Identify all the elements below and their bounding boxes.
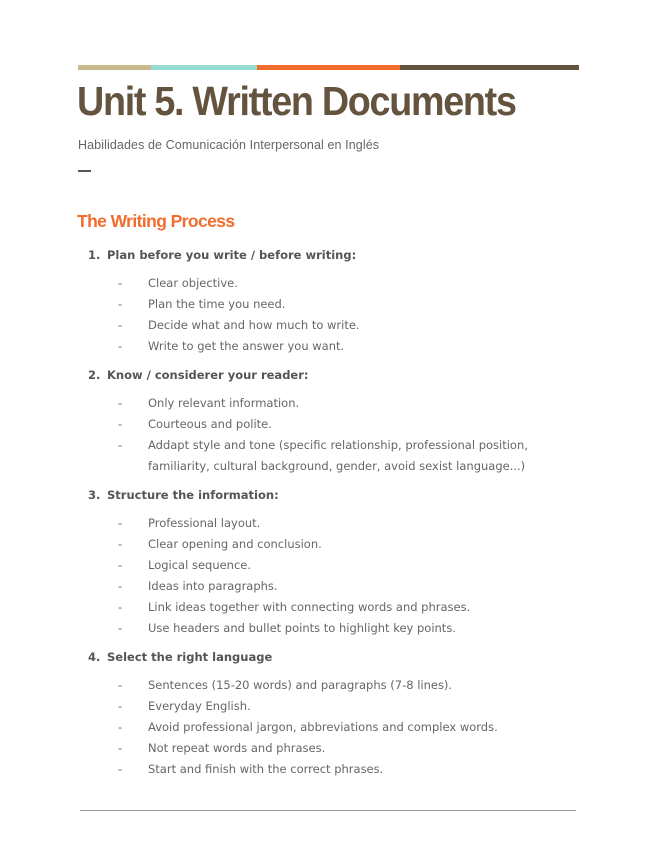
list-item	[88, 597, 578, 618]
list-item-text: Avoid professional jargon, abbreviations and complex words.	[148, 720, 498, 734]
section-title	[88, 366, 578, 384]
section-title-text: Plan before you write / before writing:	[107, 248, 357, 262]
bullet-dash: -	[118, 699, 123, 713]
list-item	[88, 738, 578, 759]
bullet-list	[88, 273, 578, 357]
bullet-dash: -	[118, 678, 123, 692]
section-1	[88, 246, 578, 357]
list-item-text: Addapt style and tone (specific relationship, professional position, familiarity, cultural background, gender, avoid sexist language...)	[148, 438, 528, 473]
section-number: 4.	[88, 650, 101, 664]
list-item	[88, 696, 578, 717]
section-title	[88, 648, 578, 666]
list-item-text: Sentences (15-20 words) and paragraphs (7-8 lines).	[148, 678, 453, 692]
list-item	[88, 534, 578, 555]
section-title-text: Structure the information:	[107, 488, 279, 502]
bullet-dash: -	[118, 438, 123, 452]
list-item-text: Clear objective.	[148, 276, 238, 290]
list-item	[88, 336, 578, 357]
section-title	[88, 246, 578, 264]
bullet-dash: -	[118, 600, 123, 614]
section-number: 3.	[88, 488, 101, 502]
bullet-dash: -	[118, 558, 123, 572]
decorative-color-stripe	[78, 65, 579, 70]
bullet-list	[88, 393, 578, 477]
stripe-segment-orange	[257, 65, 400, 70]
writing-process-sections	[88, 246, 578, 789]
list-item	[88, 393, 578, 414]
list-item-text: Decide what and how much to write.	[148, 318, 360, 332]
list-item	[88, 315, 578, 336]
section-number: 2.	[88, 368, 101, 382]
list-item-text: Write to get the answer you want.	[148, 339, 345, 353]
section-title	[88, 486, 578, 504]
section-title-text: Know / considerer your reader:	[107, 368, 309, 382]
list-item-text: Not repeat words and phrases.	[148, 741, 326, 755]
list-item	[88, 273, 578, 294]
list-item-text: Start and finish with the correct phrases.	[148, 762, 384, 776]
footer-divider	[80, 810, 576, 811]
list-item-text: Ideas into paragraphs.	[148, 579, 278, 593]
bullet-dash: -	[118, 720, 123, 734]
bullet-dash: -	[118, 621, 123, 635]
bullet-dash: -	[118, 579, 123, 593]
list-item	[88, 717, 578, 738]
list-item	[88, 618, 578, 639]
list-item-text: Plan the time you need.	[148, 297, 286, 311]
bullet-dash: -	[118, 318, 123, 332]
document-subtitle: Habilidades de Comunicación Interpersonal en Inglés	[78, 138, 380, 152]
list-item	[88, 513, 578, 534]
bullet-dash: -	[118, 276, 123, 290]
list-item-text: Link ideas together with connecting words and phrases.	[148, 600, 471, 614]
stripe-segment-brown	[400, 65, 579, 70]
bullet-dash: -	[118, 537, 123, 551]
list-item-text: Logical sequence.	[148, 558, 252, 572]
subtitle-divider	[78, 170, 91, 172]
bullet-dash: -	[118, 297, 123, 311]
bullet-dash: -	[118, 516, 123, 530]
list-item-text: Use headers and bullet points to highlight key points.	[148, 621, 456, 635]
list-item	[88, 414, 578, 435]
list-item-text: Everyday English.	[148, 699, 251, 713]
bullet-dash: -	[118, 741, 123, 755]
list-item-text: Professional layout.	[148, 516, 261, 530]
list-item-text: Only relevant information.	[148, 396, 300, 410]
bullet-list	[88, 513, 578, 639]
bullet-dash: -	[118, 762, 123, 776]
list-item-text: Clear opening and conclusion.	[148, 537, 322, 551]
list-item	[88, 435, 578, 477]
list-item	[88, 294, 578, 315]
stripe-segment-teal	[151, 65, 257, 70]
section-3	[88, 486, 578, 639]
section-heading: The Writing Process	[77, 211, 235, 231]
stripe-segment-tan	[78, 65, 151, 70]
section-number: 1.	[88, 248, 101, 262]
list-item-text: Courteous and polite.	[148, 417, 272, 431]
document-title: Unit 5. Written Documents	[77, 78, 516, 124]
list-item	[88, 555, 578, 576]
list-item	[88, 675, 578, 696]
bullet-dash: -	[118, 396, 123, 410]
bullet-dash: -	[118, 417, 123, 431]
section-title-text: Select the right language	[107, 650, 273, 664]
list-item	[88, 576, 578, 597]
section-4	[88, 648, 578, 780]
section-2	[88, 366, 578, 477]
bullet-list	[88, 675, 578, 780]
bullet-dash: -	[118, 339, 123, 353]
list-item	[88, 759, 578, 780]
